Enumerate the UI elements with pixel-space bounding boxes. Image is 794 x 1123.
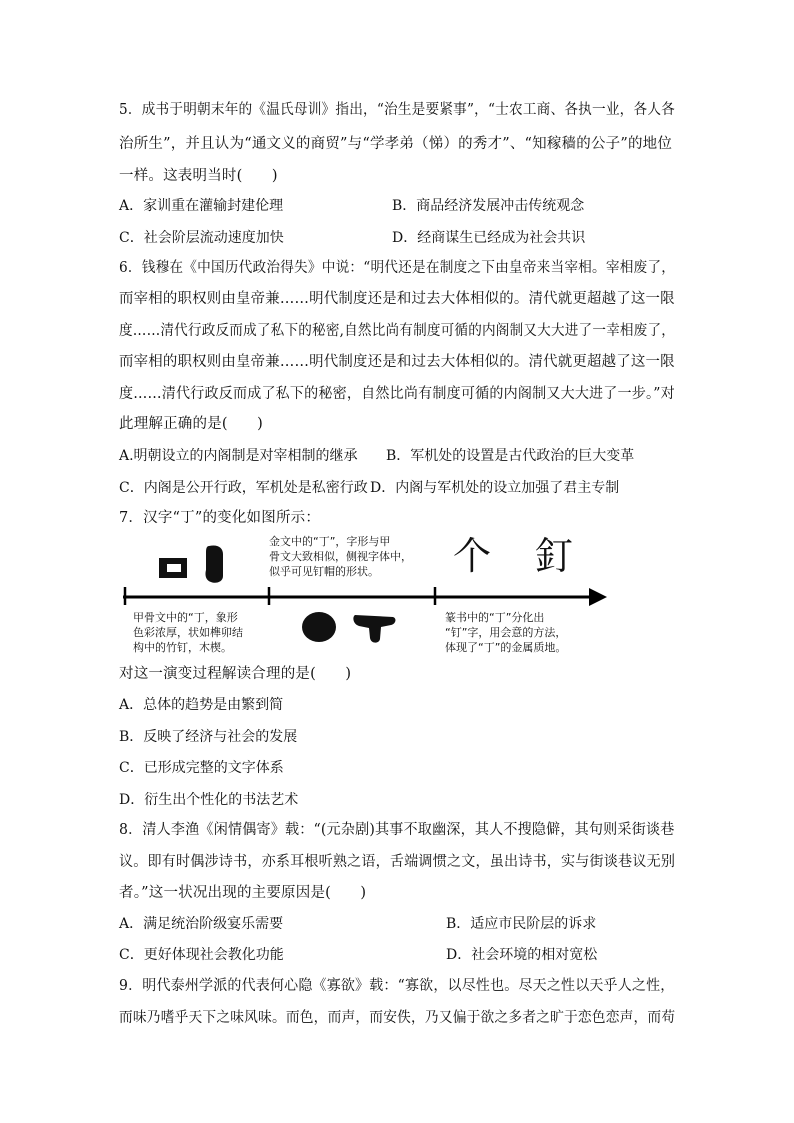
note-jinwen-line-3: 似乎可见钉帽的形状。 [269,565,379,578]
q6-option-a[interactable]: A.明朝设立的内阁制是对宰相制的继承 [119,448,358,464]
q8-option-a[interactable]: A．满足统治阶级宴乐需要 [119,916,284,932]
q8-option-b[interactable]: B．适应市民阶层的诉求 [446,916,597,932]
q9-stem-line-2: 而味乃嗜乎天下之味风味。而色，而声，而安佚，乃又偏于欲之多者之旷于恋色恋声，而苟 [119,1010,676,1026]
ding-evolution-figure [119,532,611,662]
q6-option-c[interactable]: C．内阁是公开行政，军机处是私密行政 [119,480,368,496]
q7-option-c[interactable]: C．已形成完整的文字体系 [119,760,284,776]
q6-option-d[interactable]: D．内阁与军机处的设立加强了君主专制 [370,480,620,496]
bronze-ding-round-glyph-icon [302,612,336,642]
note-jiaguwen [133,610,243,655]
q6-stem-line-3: 度……清代行政反而成了私下的秘密,自然比尚有制度可循的内阁制又大大进了一幸相废了， [119,323,676,339]
note-zhuanshu-line-3: 体现了“丁”的金属质地。 [445,641,567,654]
note-zhuanshu-line-2: “钉”字，用会意的方法， [445,626,567,639]
q7-stem: 7．汉字“丁”的变化如图所示： [119,510,321,526]
q8-stem-line-3: 者。”这一状况出现的主要原因是( ) [119,885,367,901]
q6-stem-line-1: 6．钱穆在《中国历代政治得失》中说：“明代还是在制度之下由皇帝来当宰相。宰相废了， [119,260,676,276]
q8-option-c[interactable]: C．更好体现社会教化功能 [119,947,284,963]
q8-option-d[interactable]: D．社会环境的相对宽松 [446,947,598,963]
note-jiaguwen-line-3: 构中的竹钉，木楔。 [133,641,232,654]
q5-option-a[interactable]: A．家训重在灌输封建伦理 [119,198,284,214]
q6-option-b[interactable]: B．军机处的设置是古代政治的巨大变革 [386,448,635,464]
q5-stem-line-3: 一样。这表明当时( ) [119,168,278,184]
q6-stem-line-6: 此理解正确的是( ) [119,416,264,432]
q5-stem-line-1: 5．成书于明朝末年的《温氏母训》指出，“治生是要紧事”，“士农工商、各执一业，各人各 [119,102,676,118]
q7-option-d[interactable]: D．衍生出个性化的书法艺术 [119,792,299,808]
note-zhuanshu-line-1: 篆书中的“丁”分化出 [445,611,545,624]
note-jiaguwen-line-2: 色彩浓厚，状如榫卯结 [133,626,243,639]
oracle-ding-bar-glyph-icon [206,545,223,582]
bronze-ding-nail-glyph-icon [353,615,395,643]
q5-option-d[interactable]: D．经商谋生已经成为社会共识 [392,230,586,246]
timeline-arrowhead-icon [589,588,607,606]
q7-option-a[interactable]: A．总体的趋势是由繁到简 [119,697,284,713]
q7-option-b[interactable]: B．反映了经济与社会的发展 [119,729,298,745]
note-jinwen-line-2: 骨文大致相似，侧视字体中， [269,550,412,563]
q8-stem-line-2: 议。即有时偶涉诗书，亦系耳根听熟之语，舌端调惯之文，虽出诗书，实与街谈巷议无别 [119,854,676,870]
note-zhuanshu [445,610,566,655]
q6-stem-line-4: 而宰相的职权则由皇帝兼……明代制度还是和过去大体相似的。清代就更超越了这一限 [119,354,675,370]
q6-stem-line-2: 而宰相的职权则由皇帝兼……明代制度还是和过去大体相似的。清代就更超越了这一限 [119,291,675,307]
q5-option-b[interactable]: B．商品经济发展冲击传统观念 [392,198,585,214]
q7-question: 对这一演变过程解读合理的是( ) [119,666,352,682]
seal-script-characters: 个 釘 [453,534,590,578]
note-jiaguwen-line-1: 甲骨文中的“丁，象形 [133,611,238,624]
q6-stem-line-5: 度……清代行政反而成了私下的秘密，自然比尚有制度可循的内阁制又大大进了一步。”对 [119,386,675,402]
note-jinwen-line-1: 金文中的“丁”，字形与甲 [269,535,391,548]
q9-stem-line-1: 9．明代泰州学派的代表何心隐《寡欲》载：“寡欲，以尽性也。尽天之性以天乎人之性， [119,978,675,994]
q8-stem-line-1: 8．清人李渔《闲情偶寄》载：“(元杂剧)其事不取幽深，其人不搜隐僻，其句则采街谈巷 [119,822,675,838]
q5-stem-line-2: 治所生”，并且认为“通文义的商贸”与“学孝弟（悌）的秀才”、“知稼穑的公子”的地位 [119,136,673,152]
q5-option-c[interactable]: C．社会阶层流动速度加快 [119,230,284,246]
note-jinwen [269,534,412,579]
